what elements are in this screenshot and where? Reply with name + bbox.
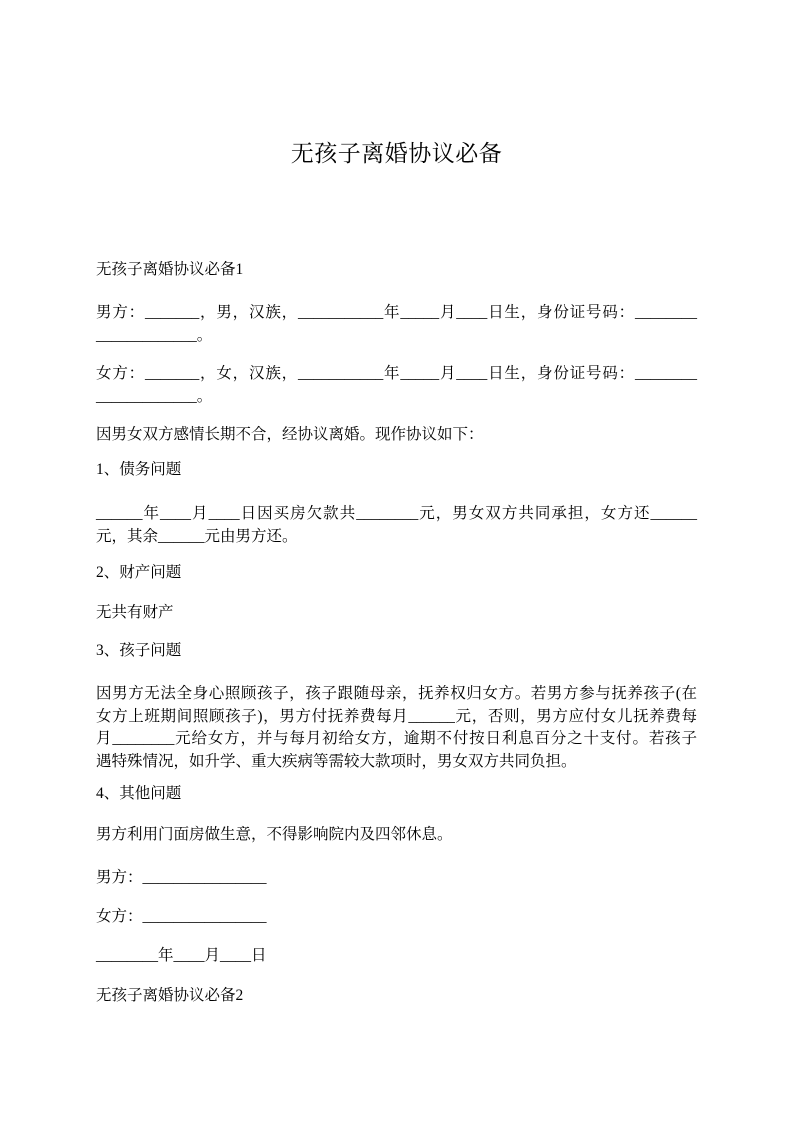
section-child-heading — [96, 640, 697, 663]
section-other-body — [96, 824, 697, 847]
section-body-line: 遇特殊情况，如升学、重大疾病等需较大款项时，男女双方共同负担。 — [96, 752, 577, 770]
section-property-body — [96, 602, 697, 625]
section-body-line: 元，其余______元由男方还。 — [96, 527, 298, 545]
document-title: 无孩子离婚协议必备 — [290, 140, 503, 166]
signature-date-line: ________年____月____日 — [96, 947, 267, 964]
husband-info-line: _____________。 — [96, 326, 213, 344]
signature-husband — [96, 867, 697, 890]
signature-wife-line: 女方：________________ — [96, 908, 267, 925]
section-body-line: 男方利用门面房做生意，不得影响院内及四邻休息。 — [96, 826, 453, 843]
section-property-heading — [96, 562, 697, 585]
husband-info — [96, 302, 697, 347]
agreement-1-heading — [96, 259, 697, 282]
section-heading: 2、财产问题 — [96, 564, 182, 581]
section-heading: 3、孩子问题 — [96, 642, 182, 659]
section-heading: 1、债务问题 — [96, 461, 182, 478]
wife-info — [96, 363, 697, 408]
preamble — [96, 424, 697, 447]
section-body-line: 无共有财产 — [96, 604, 174, 621]
section-heading: 4、其他问题 — [96, 785, 182, 802]
section-body-line: ______年____月____日因买房欠款共________元，男女双方共同承担，女方还______ — [96, 505, 697, 522]
agreement-1-heading-text: 无孩子离婚协议必备1 — [96, 261, 244, 278]
signature-wife — [96, 906, 697, 929]
section-body-line: 因男方无法全身心照顾孩子，孩子跟随母亲，抚养权归女方。若男方参与抚养孩子(在 — [96, 685, 697, 702]
wife-info-line: _____________。 — [96, 387, 213, 405]
section-child-body — [96, 683, 697, 773]
agreement-2-heading — [96, 985, 697, 1008]
preamble-text: 因男女双方感情长期不合，经协议离婚。现作协议如下： — [96, 426, 484, 443]
section-debt-body — [96, 503, 697, 548]
section-other-heading — [96, 783, 697, 806]
wife-info-line: 女方：_______，女，汉族，___________年_____月____日生，身份证号码：________ — [96, 365, 697, 382]
agreement-2-heading-text: 无孩子离婚协议必备2 — [96, 987, 244, 1004]
signature-date — [96, 945, 697, 968]
section-body-line: 月________元给女方，并与每月初给女方，逾期不付按日利息百分之十支付。若孩子 — [96, 730, 697, 747]
section-debt-heading — [96, 459, 697, 482]
signature-husband-line: 男方：________________ — [96, 869, 267, 886]
section-body-line: 女方上班期间照顾孩子)，男方付抚养费每月______元，否则，男方应付女儿抚养费每 — [96, 707, 697, 725]
husband-info-line: 男方：_______，男，汉族，___________年_____月____日生，身份证号码：________ — [96, 304, 697, 321]
